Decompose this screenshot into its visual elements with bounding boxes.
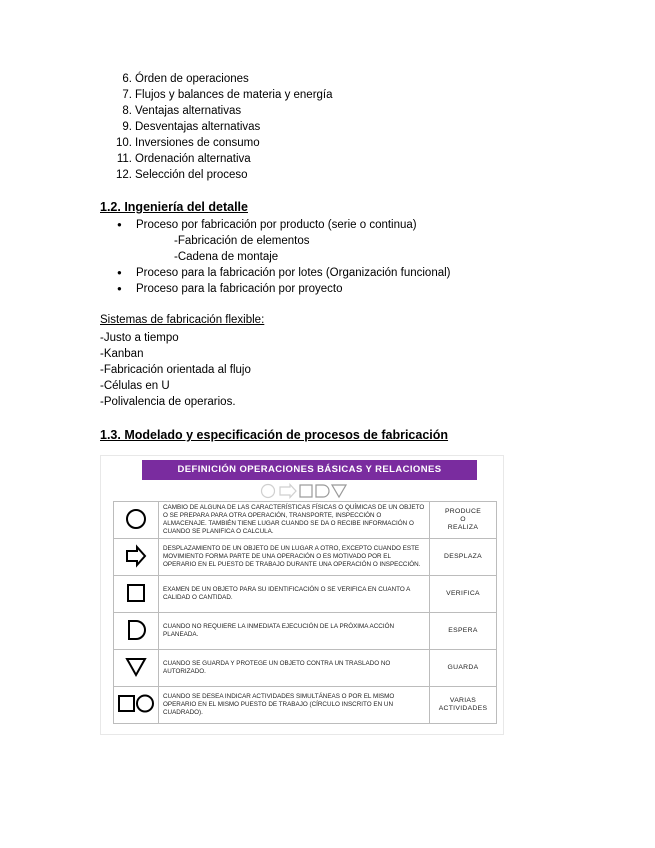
sub-item: -Cadena de montaje <box>174 251 279 263</box>
row-description: DESPLAZAMIENTO DE UN OBJETO DE UN LUGAR A OTRO, EXCEPTO CUANDO ESTE MOVIMIENTO FORMA PARTE DE UNA OPERACIÓN O ES MOTIVADO POR EL OPERARIO EN EL PUESTO DE TRABAJO DURANTE UNA OPERACIÓN O INSPECCIÓN. <box>159 539 430 576</box>
list-item: -Justo a tiempo <box>100 332 179 344</box>
square-icon <box>300 485 312 497</box>
numbered-list <box>100 71 560 183</box>
d-shape-icon <box>316 485 329 497</box>
arrow-icon <box>280 485 296 498</box>
row-label: VARIAS ACTIVIDADES <box>430 687 497 724</box>
list-item: 9. Desventajas alternativas <box>122 121 261 133</box>
list-item: ● Proceso para la fabricación por lotes (Organización funcional) <box>117 265 577 281</box>
figure-title: DEFINICIÓN OPERACIONES BÁSICAS Y RELACIONES ACTIVIDADES <box>142 460 477 480</box>
list-item: -Fabricación orientada al flujo <box>100 364 251 376</box>
square-icon <box>123 580 149 606</box>
table-row <box>114 576 497 613</box>
row-label: DESPLAZA <box>430 539 497 576</box>
list-item: 12. Selección del proceso <box>116 169 248 181</box>
operations-figure <box>100 455 504 735</box>
d-shape-icon <box>123 617 149 643</box>
list-item: 7. Flujos y balances de materia y energía <box>122 89 333 101</box>
list-item: -Kanban <box>100 348 144 360</box>
list-item: ● Proceso para la fabricación por proyecto <box>117 281 577 297</box>
triangle-icon <box>123 654 149 680</box>
list-item: 8. Ventajas alternativas <box>122 105 242 117</box>
symbol-strip <box>259 483 351 499</box>
row-label: ESPERA <box>430 613 497 650</box>
list-item: -Células en U <box>100 380 170 392</box>
row-description: CUANDO NO REQUIERE LA INMEDIATA EJECUCIÓN DE LA PRÓXIMA ACCIÓN PLANEADA. <box>159 613 430 650</box>
list-item: -Polivalencia de operarios. <box>100 396 236 408</box>
list-item: 10. Inversiones de consumo <box>116 137 260 149</box>
row-label: VERIFICA <box>430 576 497 613</box>
row-description: CAMBIO DE ALGUNA DE LAS CARACTERÍSTICAS FÍSICAS O QUÍMICAS DE UN OBJETO O SE PREPARA PARA OTRA OPERACIÓN, TRANSPORTE, INSPECCIÓN O ALMACENAJE. TAMBIÉN TIENE LUGAR CUANDO SE DA O RECIBE INFORMACIÓN O CUANDO SE PLANIFICA O CALCULA. <box>159 502 430 539</box>
sub-item: -Fabricación de elementos <box>174 235 310 247</box>
table-row <box>114 502 497 539</box>
row-description: CUANDO SE GUARDA Y PROTEGE UN OBJETO CONTRA UN TRASLADO NO AUTORIZADO. <box>159 650 430 687</box>
circle-icon <box>262 485 275 498</box>
flexible-systems-list <box>100 330 251 410</box>
row-description: CUANDO SE DESEA INDICAR ACTIVIDADES SIMULTÁNEAS O POR EL MISMO OPERARIO EN EL MISMO PUESTO DE TRABAJO (CÍRCULO INSCRITO EN UN CUADRADO). <box>159 687 430 724</box>
triangle-icon <box>332 485 346 497</box>
table-row <box>114 650 497 687</box>
section-heading-1-3: 1.3. Modelado y especificación de procesos de fabricación <box>100 428 449 442</box>
table-row <box>114 539 497 576</box>
row-description: EXAMEN DE UN OBJETO PARA SU IDENTIFICACIÓN O SE VERIFICA EN CUANTO A CALIDAD O CANTIDAD. <box>159 576 430 613</box>
table-row <box>114 613 497 650</box>
circle-icon <box>123 506 149 532</box>
arrow-icon <box>123 543 149 569</box>
row-label: GUARDA <box>430 650 497 687</box>
row-label: PRODUCE O REALIZA <box>430 502 497 539</box>
flexible-systems-heading: Sistemas de fabricación flexible: <box>100 314 265 326</box>
list-item: 6. Órden de operaciones <box>122 73 249 85</box>
operations-table <box>113 501 497 724</box>
bullet-list <box>117 217 577 297</box>
square-circle-icon <box>116 691 156 717</box>
list-item: 11. Ordenación alternativa <box>116 153 251 165</box>
section-heading-1-2: 1.2. Ingeniería del detalle <box>100 200 248 214</box>
list-item: ● Proceso por fabricación por producto (serie o continua) <box>117 217 577 233</box>
table-row <box>114 687 497 724</box>
